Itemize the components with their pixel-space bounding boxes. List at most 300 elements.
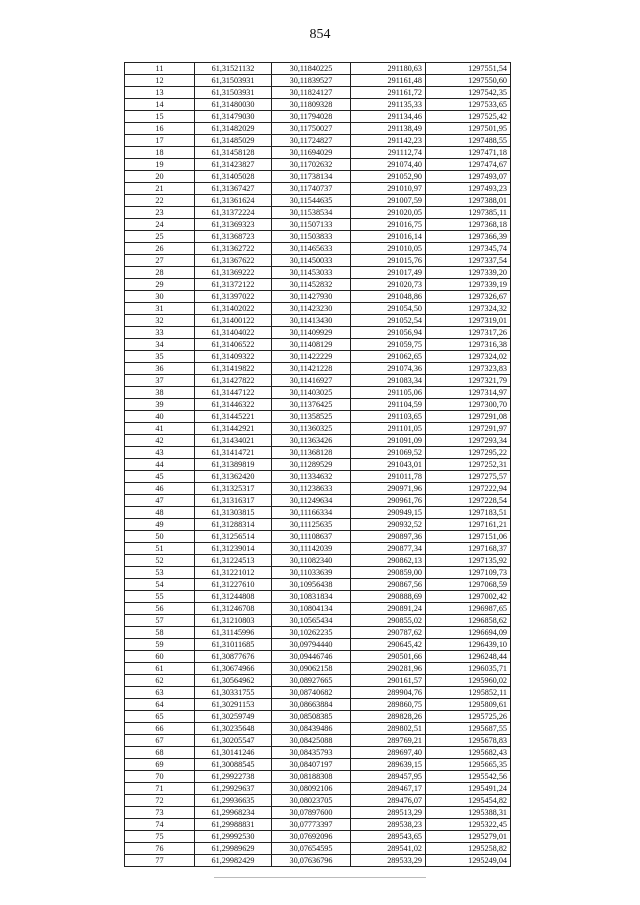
y-coordinate-cell: 1297324,02 — [426, 351, 511, 363]
longitude-cell: 30,10262235 — [272, 627, 351, 639]
longitude-cell: 30,10956438 — [272, 579, 351, 591]
y-coordinate-cell: 1297323,83 — [426, 363, 511, 375]
latitude-cell: 61,30674966 — [195, 663, 272, 675]
point-number-cell: 23 — [125, 207, 195, 219]
point-number-cell: 67 — [125, 735, 195, 747]
latitude-cell: 61,31244808 — [195, 591, 272, 603]
x-coordinate-cell: 291017,49 — [351, 267, 426, 279]
y-coordinate-cell: 1297368,18 — [426, 219, 511, 231]
latitude-cell: 61,31423827 — [195, 159, 272, 171]
coordinates-table-body — [125, 63, 511, 867]
longitude-cell: 30,11503833 — [272, 231, 351, 243]
y-coordinate-cell: 1297550,60 — [426, 75, 511, 87]
longitude-cell: 30,11358525 — [272, 411, 351, 423]
y-coordinate-cell: 1297228,54 — [426, 495, 511, 507]
y-coordinate-cell: 1296035,71 — [426, 663, 511, 675]
y-coordinate-cell: 1297183,51 — [426, 507, 511, 519]
y-coordinate-cell: 1297293,34 — [426, 435, 511, 447]
longitude-cell: 30,07897600 — [272, 807, 351, 819]
point-number-cell: 76 — [125, 843, 195, 855]
latitude-cell: 61,31361624 — [195, 195, 272, 207]
point-number-cell: 44 — [125, 459, 195, 471]
y-coordinate-cell: 1296439,10 — [426, 639, 511, 651]
table-row — [125, 243, 511, 255]
x-coordinate-cell: 290862,13 — [351, 555, 426, 567]
table-row — [125, 207, 511, 219]
table-row — [125, 315, 511, 327]
longitude-cell: 30,07692096 — [272, 831, 351, 843]
point-number-cell: 74 — [125, 819, 195, 831]
longitude-cell: 30,08023705 — [272, 795, 351, 807]
latitude-cell: 61,31482029 — [195, 123, 272, 135]
longitude-cell: 30,11363426 — [272, 435, 351, 447]
x-coordinate-cell: 290281,96 — [351, 663, 426, 675]
bottom-rule — [214, 877, 426, 878]
table-row — [125, 747, 511, 759]
longitude-cell: 30,11421228 — [272, 363, 351, 375]
latitude-cell: 61,30259749 — [195, 711, 272, 723]
table-row — [125, 147, 511, 159]
longitude-cell: 30,11740737 — [272, 183, 351, 195]
longitude-cell: 30,08435793 — [272, 747, 351, 759]
latitude-cell: 61,30291153 — [195, 699, 272, 711]
table-row — [125, 123, 511, 135]
longitude-cell: 30,08927665 — [272, 675, 351, 687]
point-number-cell: 19 — [125, 159, 195, 171]
x-coordinate-cell: 290645,42 — [351, 639, 426, 651]
table-row — [125, 423, 511, 435]
longitude-cell: 30,11166334 — [272, 507, 351, 519]
point-number-cell: 38 — [125, 387, 195, 399]
longitude-cell: 30,10804134 — [272, 603, 351, 615]
point-number-cell: 24 — [125, 219, 195, 231]
longitude-cell: 30,11839527 — [272, 75, 351, 87]
x-coordinate-cell: 291016,14 — [351, 231, 426, 243]
point-number-cell: 53 — [125, 567, 195, 579]
y-coordinate-cell: 1297525,42 — [426, 111, 511, 123]
latitude-cell: 61,31224513 — [195, 555, 272, 567]
longitude-cell: 30,11368128 — [272, 447, 351, 459]
x-coordinate-cell: 291062,65 — [351, 351, 426, 363]
x-coordinate-cell: 291142,23 — [351, 135, 426, 147]
y-coordinate-cell: 1297316,38 — [426, 339, 511, 351]
point-number-cell: 66 — [125, 723, 195, 735]
longitude-cell: 30,11289529 — [272, 459, 351, 471]
x-coordinate-cell: 289904,76 — [351, 687, 426, 699]
point-number-cell: 20 — [125, 171, 195, 183]
y-coordinate-cell: 1296248,44 — [426, 651, 511, 663]
x-coordinate-cell: 291091,09 — [351, 435, 426, 447]
latitude-cell: 61,31442921 — [195, 423, 272, 435]
latitude-cell: 61,30141246 — [195, 747, 272, 759]
point-number-cell: 64 — [125, 699, 195, 711]
y-coordinate-cell: 1297388,01 — [426, 195, 511, 207]
x-coordinate-cell: 290859,00 — [351, 567, 426, 579]
point-number-cell: 61 — [125, 663, 195, 675]
x-coordinate-cell: 291083,34 — [351, 375, 426, 387]
point-number-cell: 34 — [125, 339, 195, 351]
latitude-cell: 61,31480030 — [195, 99, 272, 111]
x-coordinate-cell: 291103,65 — [351, 411, 426, 423]
y-coordinate-cell: 1297385,11 — [426, 207, 511, 219]
table-row — [125, 615, 511, 627]
latitude-cell: 61,31325317 — [195, 483, 272, 495]
table-row — [125, 639, 511, 651]
y-coordinate-cell: 1296987,65 — [426, 603, 511, 615]
point-number-cell: 16 — [125, 123, 195, 135]
x-coordinate-cell: 290855,02 — [351, 615, 426, 627]
point-number-cell: 70 — [125, 771, 195, 783]
longitude-cell: 30,09446746 — [272, 651, 351, 663]
x-coordinate-cell: 291048,86 — [351, 291, 426, 303]
x-coordinate-cell: 291007,59 — [351, 195, 426, 207]
table-row — [125, 351, 511, 363]
longitude-cell: 30,08407197 — [272, 759, 351, 771]
y-coordinate-cell: 1296694,09 — [426, 627, 511, 639]
point-number-cell: 62 — [125, 675, 195, 687]
table-row — [125, 387, 511, 399]
y-coordinate-cell: 1297542,35 — [426, 87, 511, 99]
point-number-cell: 42 — [125, 435, 195, 447]
table-row — [125, 291, 511, 303]
longitude-cell: 30,11427930 — [272, 291, 351, 303]
latitude-cell: 61,31011685 — [195, 639, 272, 651]
latitude-cell: 61,30331755 — [195, 687, 272, 699]
x-coordinate-cell: 290961,76 — [351, 495, 426, 507]
x-coordinate-cell: 291074,40 — [351, 159, 426, 171]
table-row — [125, 279, 511, 291]
x-coordinate-cell: 289513,29 — [351, 807, 426, 819]
y-coordinate-cell: 1297471,18 — [426, 147, 511, 159]
table-row — [125, 675, 511, 687]
latitude-cell: 61,31485029 — [195, 135, 272, 147]
x-coordinate-cell: 291101,05 — [351, 423, 426, 435]
latitude-cell: 61,31256514 — [195, 531, 272, 543]
y-coordinate-cell: 1297551,54 — [426, 63, 511, 75]
point-number-cell: 71 — [125, 783, 195, 795]
latitude-cell: 61,31503931 — [195, 75, 272, 87]
x-coordinate-cell: 289802,51 — [351, 723, 426, 735]
x-coordinate-cell: 290888,69 — [351, 591, 426, 603]
table-row — [125, 843, 511, 855]
longitude-cell: 30,11238633 — [272, 483, 351, 495]
longitude-cell: 30,09794440 — [272, 639, 351, 651]
point-number-cell: 25 — [125, 231, 195, 243]
longitude-cell: 30,08663884 — [272, 699, 351, 711]
y-coordinate-cell: 1297068,59 — [426, 579, 511, 591]
latitude-cell: 61,31369222 — [195, 267, 272, 279]
longitude-cell: 30,11538534 — [272, 207, 351, 219]
table-row — [125, 219, 511, 231]
x-coordinate-cell: 291112,74 — [351, 147, 426, 159]
point-number-cell: 28 — [125, 267, 195, 279]
y-coordinate-cell: 1297337,54 — [426, 255, 511, 267]
y-coordinate-cell: 1295249,04 — [426, 855, 511, 867]
table-row — [125, 363, 511, 375]
x-coordinate-cell: 289828,26 — [351, 711, 426, 723]
longitude-cell: 30,11750027 — [272, 123, 351, 135]
latitude-cell: 61,31404022 — [195, 327, 272, 339]
x-coordinate-cell: 290787,62 — [351, 627, 426, 639]
y-coordinate-cell: 1295809,61 — [426, 699, 511, 711]
point-number-cell: 65 — [125, 711, 195, 723]
x-coordinate-cell: 291052,90 — [351, 171, 426, 183]
table-row — [125, 87, 511, 99]
point-number-cell: 57 — [125, 615, 195, 627]
point-number-cell: 43 — [125, 447, 195, 459]
table-row — [125, 447, 511, 459]
y-coordinate-cell: 1297002,42 — [426, 591, 511, 603]
latitude-cell: 61,31288314 — [195, 519, 272, 531]
latitude-cell: 61,31369323 — [195, 219, 272, 231]
y-coordinate-cell: 1297317,26 — [426, 327, 511, 339]
longitude-cell: 30,11403025 — [272, 387, 351, 399]
table-row — [125, 159, 511, 171]
table-row — [125, 135, 511, 147]
x-coordinate-cell: 291134,46 — [351, 111, 426, 123]
longitude-cell: 30,11809328 — [272, 99, 351, 111]
longitude-cell: 30,08092106 — [272, 783, 351, 795]
table-row — [125, 63, 511, 75]
table-row — [125, 195, 511, 207]
longitude-cell: 30,11544635 — [272, 195, 351, 207]
longitude-cell: 30,10565434 — [272, 615, 351, 627]
longitude-cell: 30,11108637 — [272, 531, 351, 543]
longitude-cell: 30,07636796 — [272, 855, 351, 867]
point-number-cell: 69 — [125, 759, 195, 771]
table-row — [125, 183, 511, 195]
longitude-cell: 30,11724827 — [272, 135, 351, 147]
y-coordinate-cell: 1297339,19 — [426, 279, 511, 291]
table-row — [125, 495, 511, 507]
x-coordinate-cell: 290501,66 — [351, 651, 426, 663]
longitude-cell: 30,11453033 — [272, 267, 351, 279]
point-number-cell: 14 — [125, 99, 195, 111]
table-row — [125, 735, 511, 747]
latitude-cell: 61,31406522 — [195, 339, 272, 351]
y-coordinate-cell: 1295258,82 — [426, 843, 511, 855]
y-coordinate-cell: 1295491,24 — [426, 783, 511, 795]
x-coordinate-cell: 291059,75 — [351, 339, 426, 351]
longitude-cell: 30,11125635 — [272, 519, 351, 531]
latitude-cell: 61,30877676 — [195, 651, 272, 663]
point-number-cell: 21 — [125, 183, 195, 195]
longitude-cell: 30,11334632 — [272, 471, 351, 483]
x-coordinate-cell: 289639,15 — [351, 759, 426, 771]
x-coordinate-cell: 289543,65 — [351, 831, 426, 843]
x-coordinate-cell: 291056,94 — [351, 327, 426, 339]
table-row — [125, 663, 511, 675]
y-coordinate-cell: 1297345,74 — [426, 243, 511, 255]
y-coordinate-cell: 1297321,79 — [426, 375, 511, 387]
latitude-cell: 61,31210803 — [195, 615, 272, 627]
table-row — [125, 687, 511, 699]
point-number-cell: 39 — [125, 399, 195, 411]
x-coordinate-cell: 290897,36 — [351, 531, 426, 543]
point-number-cell: 35 — [125, 351, 195, 363]
point-number-cell: 22 — [125, 195, 195, 207]
x-coordinate-cell: 291052,54 — [351, 315, 426, 327]
latitude-cell: 61,31362420 — [195, 471, 272, 483]
longitude-cell: 30,11702632 — [272, 159, 351, 171]
y-coordinate-cell: 1295322,45 — [426, 819, 511, 831]
longitude-cell: 30,11376425 — [272, 399, 351, 411]
table-row — [125, 255, 511, 267]
y-coordinate-cell: 1297161,21 — [426, 519, 511, 531]
longitude-cell: 30,11794028 — [272, 111, 351, 123]
latitude-cell: 61,31446322 — [195, 399, 272, 411]
y-coordinate-cell: 1297295,22 — [426, 447, 511, 459]
point-number-cell: 49 — [125, 519, 195, 531]
latitude-cell: 61,30205547 — [195, 735, 272, 747]
x-coordinate-cell: 291105,06 — [351, 387, 426, 399]
table-row — [125, 507, 511, 519]
table-row — [125, 651, 511, 663]
point-number-cell: 41 — [125, 423, 195, 435]
latitude-cell: 61,31419822 — [195, 363, 272, 375]
y-coordinate-cell: 1295725,26 — [426, 711, 511, 723]
table-row — [125, 819, 511, 831]
table-row — [125, 783, 511, 795]
latitude-cell: 61,31368723 — [195, 231, 272, 243]
table-row — [125, 231, 511, 243]
y-coordinate-cell: 1297326,67 — [426, 291, 511, 303]
longitude-cell: 30,11738134 — [272, 171, 351, 183]
table-row — [125, 375, 511, 387]
point-number-cell: 32 — [125, 315, 195, 327]
table-row — [125, 795, 511, 807]
point-number-cell: 56 — [125, 603, 195, 615]
y-coordinate-cell: 1295542,56 — [426, 771, 511, 783]
longitude-cell: 30,08740682 — [272, 687, 351, 699]
x-coordinate-cell: 290971,96 — [351, 483, 426, 495]
longitude-cell: 30,11423230 — [272, 303, 351, 315]
table-row — [125, 327, 511, 339]
longitude-cell: 30,11824127 — [272, 87, 351, 99]
longitude-cell: 30,07773397 — [272, 819, 351, 831]
point-number-cell: 51 — [125, 543, 195, 555]
latitude-cell: 61,29929637 — [195, 783, 272, 795]
table-row — [125, 111, 511, 123]
longitude-cell: 30,10831834 — [272, 591, 351, 603]
y-coordinate-cell: 1297109,73 — [426, 567, 511, 579]
table-row — [125, 567, 511, 579]
table-row — [125, 855, 511, 867]
latitude-cell: 61,31503931 — [195, 87, 272, 99]
longitude-cell: 30,11450033 — [272, 255, 351, 267]
x-coordinate-cell: 291016,75 — [351, 219, 426, 231]
x-coordinate-cell: 290161,57 — [351, 675, 426, 687]
table-row — [125, 411, 511, 423]
x-coordinate-cell: 289538,23 — [351, 819, 426, 831]
latitude-cell: 61,31434021 — [195, 435, 272, 447]
latitude-cell: 61,31447122 — [195, 387, 272, 399]
latitude-cell: 61,31409322 — [195, 351, 272, 363]
latitude-cell: 61,29988831 — [195, 819, 272, 831]
y-coordinate-cell: 1295279,01 — [426, 831, 511, 843]
x-coordinate-cell: 291020,05 — [351, 207, 426, 219]
table-row — [125, 699, 511, 711]
latitude-cell: 61,29968234 — [195, 807, 272, 819]
point-number-cell: 40 — [125, 411, 195, 423]
point-number-cell: 12 — [125, 75, 195, 87]
latitude-cell: 61,30088545 — [195, 759, 272, 771]
point-number-cell: 72 — [125, 795, 195, 807]
y-coordinate-cell: 1297252,31 — [426, 459, 511, 471]
table-row — [125, 591, 511, 603]
table-row — [125, 771, 511, 783]
point-number-cell: 55 — [125, 591, 195, 603]
longitude-cell: 30,07654595 — [272, 843, 351, 855]
y-coordinate-cell: 1297168,37 — [426, 543, 511, 555]
y-coordinate-cell: 1297300,70 — [426, 399, 511, 411]
latitude-cell: 61,31405028 — [195, 171, 272, 183]
x-coordinate-cell: 289533,29 — [351, 855, 426, 867]
table-row — [125, 807, 511, 819]
y-coordinate-cell: 1295687,55 — [426, 723, 511, 735]
longitude-cell: 30,11409929 — [272, 327, 351, 339]
table-row — [125, 723, 511, 735]
x-coordinate-cell: 291054,50 — [351, 303, 426, 315]
point-number-cell: 17 — [125, 135, 195, 147]
point-number-cell: 37 — [125, 375, 195, 387]
x-coordinate-cell: 291069,52 — [351, 447, 426, 459]
point-number-cell: 11 — [125, 63, 195, 75]
point-number-cell: 36 — [125, 363, 195, 375]
x-coordinate-cell: 291161,48 — [351, 75, 426, 87]
latitude-cell: 61,30235648 — [195, 723, 272, 735]
x-coordinate-cell: 291043,01 — [351, 459, 426, 471]
table-row — [125, 75, 511, 87]
y-coordinate-cell: 1295852,11 — [426, 687, 511, 699]
y-coordinate-cell: 1297319,01 — [426, 315, 511, 327]
point-number-cell: 45 — [125, 471, 195, 483]
page-number: 854 — [309, 27, 331, 42]
latitude-cell: 61,31362722 — [195, 243, 272, 255]
table-row — [125, 435, 511, 447]
point-number-cell: 47 — [125, 495, 195, 507]
point-number-cell: 52 — [125, 555, 195, 567]
point-number-cell: 68 — [125, 747, 195, 759]
y-coordinate-cell: 1297291,97 — [426, 423, 511, 435]
table-row — [125, 543, 511, 555]
longitude-cell: 30,11082340 — [272, 555, 351, 567]
longitude-cell: 30,11249634 — [272, 495, 351, 507]
point-number-cell: 60 — [125, 651, 195, 663]
table-row — [125, 459, 511, 471]
longitude-cell: 30,11507133 — [272, 219, 351, 231]
y-coordinate-cell: 1297275,57 — [426, 471, 511, 483]
latitude-cell: 61,29982429 — [195, 855, 272, 867]
latitude-cell: 61,31389819 — [195, 459, 272, 471]
x-coordinate-cell: 290877,34 — [351, 543, 426, 555]
x-coordinate-cell: 289541,02 — [351, 843, 426, 855]
x-coordinate-cell: 291104,59 — [351, 399, 426, 411]
point-number-cell: 54 — [125, 579, 195, 591]
x-coordinate-cell: 291074,36 — [351, 363, 426, 375]
coordinates-table — [124, 62, 511, 867]
y-coordinate-cell: 1295454,82 — [426, 795, 511, 807]
longitude-cell: 30,11452832 — [272, 279, 351, 291]
point-number-cell: 58 — [125, 627, 195, 639]
longitude-cell: 30,11422229 — [272, 351, 351, 363]
latitude-cell: 61,31427822 — [195, 375, 272, 387]
y-coordinate-cell: 1297493,23 — [426, 183, 511, 195]
table-row — [125, 759, 511, 771]
y-coordinate-cell: 1295388,31 — [426, 807, 511, 819]
latitude-cell: 61,29936635 — [195, 795, 272, 807]
point-number-cell: 13 — [125, 87, 195, 99]
